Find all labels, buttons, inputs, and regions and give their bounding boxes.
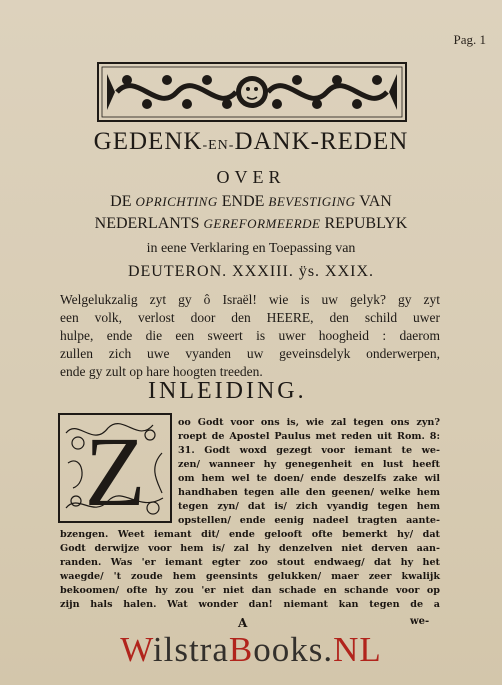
body-line: zijn hals halen. Wat wonder dan! niemant kan tegen de a [60,599,440,610]
watermark-ooks: ooks. [253,630,334,669]
verse-line: zullen zich uwe vyanden uw geveinsdelyk onderwerpen, [60,346,440,361]
subtitle-word: ENDE [221,193,265,210]
body-line: roept de Apostel Paulus met reden uit Rom. 8: [178,431,440,442]
watermark-ilstra: ilstra [152,630,229,669]
section-heading: INLEIDING. [148,378,307,404]
body-line: randen. Was 'er iemant egter zoo stout endwaeg/ dat hy het [60,557,440,568]
body-line: zen/ wanneer hy genegenheit en lust heeft [178,459,440,470]
subtitle-line-2 [0,215,502,233]
body-line: om hem wel te doen/ ende deszelfs zake wil [178,473,440,484]
title-part-2: -EN- [202,138,235,153]
subtitle-word: NEDERLANTS [94,215,200,232]
watermark-nl: NL [333,630,382,669]
body-line: 31. Godt woxd gezegt voor iemant te we- [178,445,440,456]
verse-line: ende gy zult op hare hoogten treeden. [60,364,263,379]
ornamental-headpiece [97,62,407,122]
subtitle-word-italic: OPRICHTING [135,194,218,209]
decorated-initial [58,413,172,523]
body-line: handhaben tegen alle den geenen/ welke hem [178,487,440,498]
signature-mark: A [238,616,248,630]
subtitle-word: VAN [359,193,392,210]
body-line: bekoomen/ ofte hy zou 'er niet dan schade en schande voor op [60,585,440,596]
scripture-reference: DEUTERON. XXXIII. ÿs. XXIX. [127,263,375,280]
body-line: opstellen/ ende eenig nadeel tragten aante- [178,515,440,526]
subtitle-word: REPUBLYK [324,215,408,232]
body-line: Godt derwijze voor hem is/ zal hy denzelven niet derven aan- [60,543,440,554]
dropcap-letter: Z [84,416,146,523]
main-title [0,128,502,156]
watermark-w: W [120,630,153,669]
subtitle-word-italic: GEREFORMEERDE [203,216,321,231]
title-part-3: DANK-REDEN [234,128,409,155]
subtitle-word: DE [110,193,132,210]
watermark-b: B [228,630,254,669]
body-line: bzengen. Weet iemant dit/ ende gelooft ofte bemerkt hy/ dat [60,529,440,540]
body-line: waegde/ 't zoude hem geensints gelukken/ maer zeer kwalijk [60,571,440,582]
subtitle-word-italic: BEVESTIGING [268,194,356,209]
verse-line: hulpe, ende die een sweert is uwer hoogheid : daerom [60,328,440,343]
title-part-1: GEDENK [93,128,203,155]
page-number: Pag. 1 [453,32,486,47]
subtitle-line-3: in eene Verklaring en Toepassing van [146,241,356,256]
verse-line: een volk, verlost door den HEERE, den schild uwer [60,310,440,325]
catchword: we- [410,616,430,627]
body-line: tegen zyn/ dat is/ zich vyandig tegen hem [178,501,440,512]
watermark-logo [0,630,502,670]
subtitle-line-1 [0,193,502,211]
over-line: OVER [216,167,286,187]
body-line: oo Godt voor ons is, wie zal tegen ons zyn? [178,417,440,428]
verse-line: Welgelukzalig zyt gy ô Israël! wie is uw gelyk? gy zyt [60,292,440,307]
